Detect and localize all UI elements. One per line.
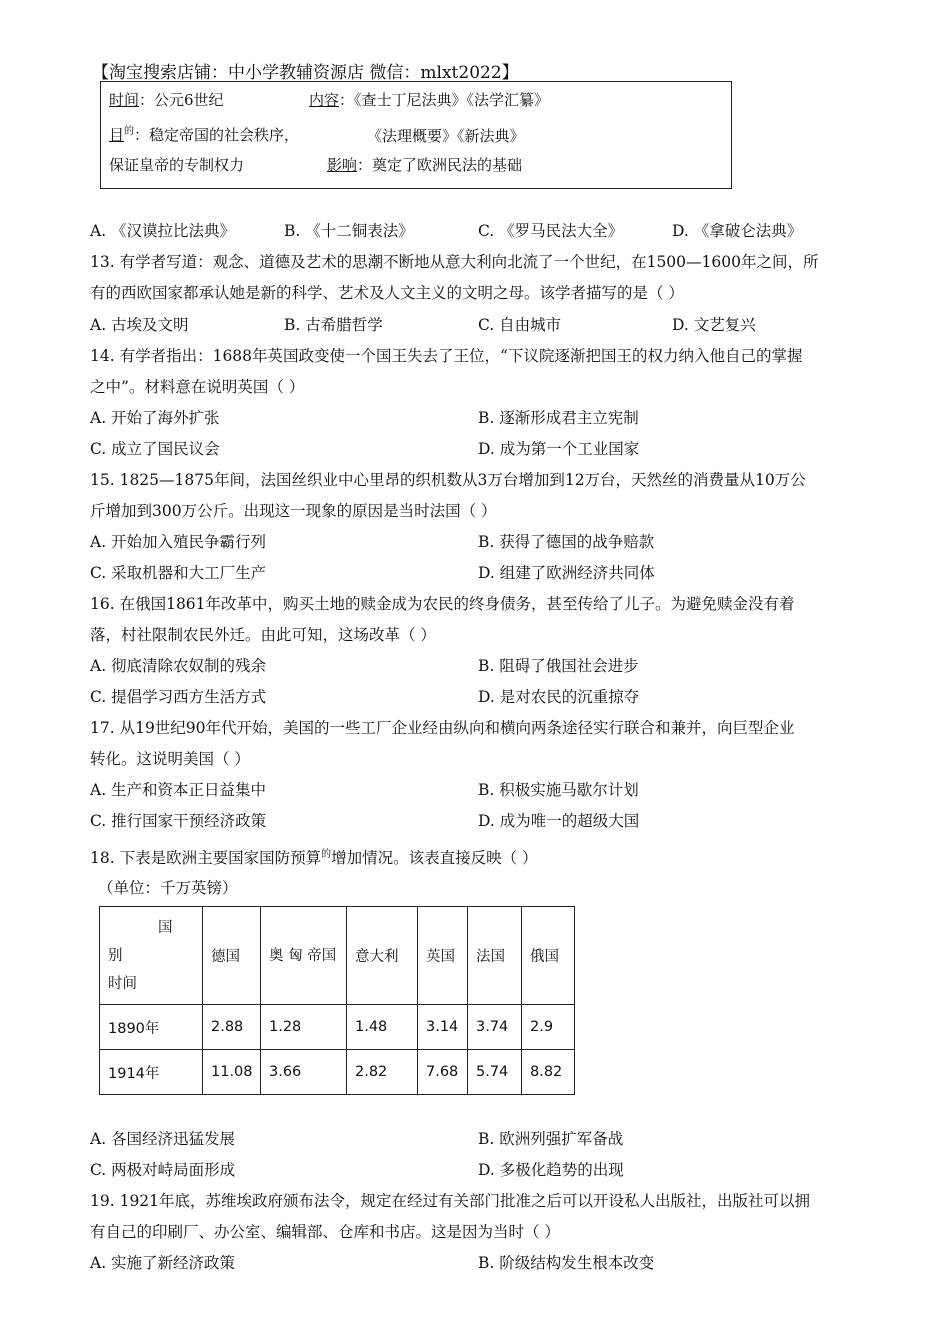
time-row (109, 89, 224, 110)
q14-option-d: D. 成为第一个工业国家 (478, 440, 640, 458)
cell: 3.74 (468, 1005, 522, 1050)
cell: 8.82 (522, 1050, 575, 1095)
q18-unit: （单位：千万英镑） (98, 879, 238, 897)
q15-option-a: A. 开始加入殖民争霸行列 (90, 533, 267, 551)
corner-time: 时间 (108, 975, 137, 992)
table-corner-cell (100, 907, 203, 1005)
time-value: ：公元6世纪 (139, 91, 224, 109)
cell: 3.66 (261, 1050, 347, 1095)
row-year: 1914年 (100, 1050, 203, 1095)
q14-option-a: A. 开始了海外扩张 (90, 409, 220, 427)
q14-option-c: C. 成立了国民议会 (90, 440, 220, 458)
col-header-russia: 俄国 (522, 907, 575, 1005)
info-box (100, 81, 732, 189)
q17-option-d: D. 成为唯一的超级大国 (478, 812, 640, 830)
col-header-britain: 英国 (418, 907, 468, 1005)
impact-value: ：奠定了欧洲民法的基础 (357, 156, 523, 174)
q18-stem (90, 845, 538, 868)
cell: 2.9 (522, 1005, 575, 1050)
q15-option-d: D. 组建了欧洲经济共同体 (478, 564, 655, 582)
cell: 1.28 (261, 1005, 347, 1050)
content-value: ：《查士丁尼法典》《法学汇纂》 (339, 91, 550, 109)
q15-line-2: 斤增加到300万公斤。出现这一现象的原因是当时法国（ ） (90, 502, 497, 520)
cell: 2.88 (203, 1005, 261, 1050)
q18-stem-b: 增加情况。该表直接反映（ ） (331, 849, 538, 867)
q16-option-a: A. 彻底清除农奴制的残余 (90, 657, 267, 675)
content-value-2: 《法理概要》《新法典》 (367, 127, 525, 145)
q19-option-a: A. 实施了新经济政策 (90, 1254, 236, 1272)
q18-option-c: C. 两极对峙局面形成 (90, 1161, 236, 1179)
q16-line-2: 落，村社限制农民外迁。由此可知，这场改革（ ） (90, 626, 436, 644)
purpose-label: 目 (109, 126, 125, 144)
q16-option-c: C. 提倡学习西方生活方式 (90, 688, 267, 706)
q19-option-b: B. 阶级结构发生根本改变 (478, 1254, 655, 1272)
q13-option-c: C. 自由城市 (478, 316, 562, 334)
q14-line-1: 14. 有学者指出：1688年英国政变使一个国王失去了王位，“下议院逐渐把国王的权力纳入他自己的掌握 (90, 347, 803, 365)
q12-option-a: A. 《汉谟拉比法典》 (90, 222, 236, 240)
purpose-sup: 的 (124, 126, 135, 137)
q15-option-b: B. 获得了德国的战争赔款 (478, 533, 655, 551)
q12-option-d: D. 《拿破仑法典》 (672, 222, 803, 240)
corner-country-2: 别 (108, 947, 123, 964)
purpose-value-2: 保证皇帝的专制权力 (109, 156, 245, 174)
cell: 5.74 (468, 1050, 522, 1095)
page-header: 【淘宝搜索店铺：中小学教辅资源店 微信：mlxt2022】 (92, 63, 519, 83)
q13-option-b: B. 古希腊哲学 (284, 316, 383, 334)
q13-option-d: D. 文艺复兴 (672, 316, 756, 334)
purpose-row (109, 122, 299, 145)
q13-line-2: 有的西欧国家都承认她是新的科学、艺术及人文主义的文明之母。该学者描写的是（ ） (90, 284, 684, 302)
table-header-row (100, 907, 575, 1005)
q13-option-a: A. 古埃及文明 (90, 316, 189, 334)
table-row (100, 1005, 575, 1050)
col-header-france: 法国 (468, 907, 522, 1005)
q14-option-b: B. 逐渐形成君主立宪制 (478, 409, 639, 427)
impact-row (327, 154, 522, 175)
cell: 11.08 (203, 1050, 261, 1095)
q19-line-1: 19. 1921年底，苏维埃政府颁布法令，规定在经过有关部门批准之后可以开设私人出版社，出版社可以拥 (90, 1192, 811, 1210)
q18-stem-sup: 的 (321, 849, 332, 860)
q17-line-1: 17. 从19世纪90年代开始，美国的一些工厂企业经由纵向和横向两条途径实行联合和兼并，向巨型企业 (90, 719, 795, 737)
corner-country-1: 国 (158, 919, 173, 936)
defense-budget-table (99, 906, 575, 1095)
q19-line-2: 有自己的印刷厂、办公室、编辑部、仓库和书店。这是因为当时（ ） (90, 1223, 560, 1241)
content-row (309, 89, 549, 110)
col-header-austria-hungary: 奥 匈 帝国 (261, 907, 347, 1005)
q17-line-2: 转化。这说明美国（ ） (90, 750, 250, 768)
cell: 2.82 (347, 1050, 418, 1095)
q15-line-1: 15. 1825—1875年间，法国丝织业中心里昂的织机数从3万台增加到12万台，天然丝的消费量从10万公 (90, 471, 806, 489)
time-label: 时间 (109, 91, 140, 109)
cell: 1.48 (347, 1005, 418, 1050)
q16-option-b: B. 阻碍了俄国社会进步 (478, 657, 639, 675)
q16-option-d: D. 是对农民的沉重掠夺 (478, 688, 640, 706)
q18-option-b: B. 欧洲列强扩军备战 (478, 1130, 624, 1148)
col-header-germany: 德国 (203, 907, 261, 1005)
q18-option-a: A. 各国经济迅猛发展 (90, 1130, 236, 1148)
impact-label: 影响 (327, 156, 358, 174)
q14-line-2: 之中”。材料意在说明英国（ ） (90, 378, 305, 396)
row-year: 1890年 (100, 1005, 203, 1050)
q13-line-1: 13. 有学者写道：观念、道德及艺术的思潮不断地从意大利向北流了一个世纪，在1500—1600年之间，所 (90, 253, 819, 271)
table-row (100, 1050, 575, 1095)
q17-option-b: B. 积极实施马歇尔计划 (478, 781, 639, 799)
q15-option-c: C. 采取机器和大工厂生产 (90, 564, 267, 582)
q18-stem-a: 18. 下表是欧洲主要国家国防预算 (90, 849, 322, 867)
q12-option-b: B. 《十二铜表法》 (284, 222, 414, 240)
content-label: 内容 (309, 91, 340, 109)
cell: 3.14 (418, 1005, 468, 1050)
q12-option-c: C. 《罗马民法大全》 (478, 222, 624, 240)
purpose-value: ：稳定帝国的社会秩序， (134, 126, 300, 144)
q17-option-a: A. 生产和资本正日益集中 (90, 781, 267, 799)
q18-option-d: D. 多极化趋势的出现 (478, 1161, 624, 1179)
cell: 7.68 (418, 1050, 468, 1095)
q16-line-1: 16. 在俄国1861年改革中，购买土地的赎金成为农民的终身债务，甚至传给了儿子。为避免赎金没有着 (90, 595, 795, 613)
q17-option-c: C. 推行国家干预经济政策 (90, 812, 267, 830)
col-header-italy: 意大利 (347, 907, 418, 1005)
